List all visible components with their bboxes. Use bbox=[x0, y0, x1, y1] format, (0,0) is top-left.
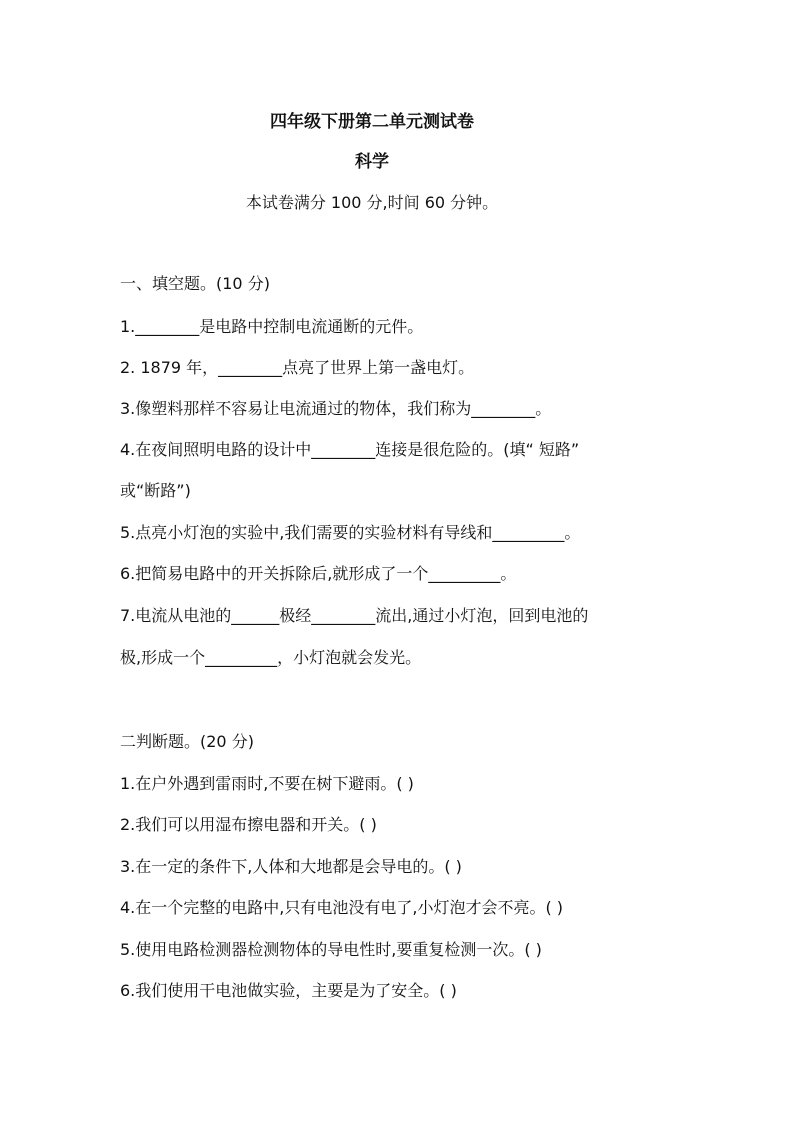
exam-title: 四年级下册第二单元测试卷 bbox=[270, 112, 474, 132]
fill-question-7-cont: 极,形成一个_________，小灯泡就会发光。 bbox=[120, 648, 422, 667]
fill-question-4-cont: 或“断路”) bbox=[120, 481, 191, 500]
fill-question-5: 5.点亮小灯泡的实验中,我们需要的实验材料有导线和_________。 bbox=[120, 523, 581, 542]
judge-question-4: 4.在一个完整的电路中,只有电池没有电了,小灯泡才会不亮。( ) bbox=[120, 898, 564, 917]
section1-heading: 一、填空题。(10 分) bbox=[120, 274, 270, 293]
exam-note: 本试卷满分 100 分,时间 60 分钟。 bbox=[245, 193, 499, 212]
judge-question-1: 1.在户外遇到雷雨时,不要在树下避雨。( ) bbox=[120, 774, 414, 793]
fill-question-7: 7.电流从电池的______极经________流出,通过小灯泡，回到电池的 bbox=[120, 606, 589, 625]
fill-question-2: 2. 1879 年，________点亮了世界上第一盏电灯。 bbox=[120, 358, 475, 377]
judge-question-5: 5.使用电路检测器检测物体的导电性时,要重复检测一次。( ) bbox=[120, 940, 542, 959]
judge-question-6: 6.我们使用干电池做实验，主要是为了安全。( ) bbox=[120, 981, 457, 1000]
fill-question-4: 4.在夜间照明电路的设计中________连接是很危险的。(填“ 短路” bbox=[120, 440, 580, 459]
judge-question-3: 3.在一定的条件下,人体和大地都是会导电的。( ) bbox=[120, 857, 462, 876]
section2-heading: 二判断题。(20 分) bbox=[120, 732, 254, 751]
subject-title: 科学 bbox=[355, 152, 389, 172]
fill-question-3: 3.像塑料那样不容易让电流通过的物体，我们称为________。 bbox=[120, 399, 552, 418]
fill-question-6: 6.把简易电路中的开关拆除后,就形成了一个_________。 bbox=[120, 564, 517, 583]
judge-question-2: 2.我们可以用湿布擦电器和开关。( ) bbox=[120, 815, 377, 834]
fill-question-1: 1.________是电路中控制电流通断的元件。 bbox=[120, 317, 424, 336]
